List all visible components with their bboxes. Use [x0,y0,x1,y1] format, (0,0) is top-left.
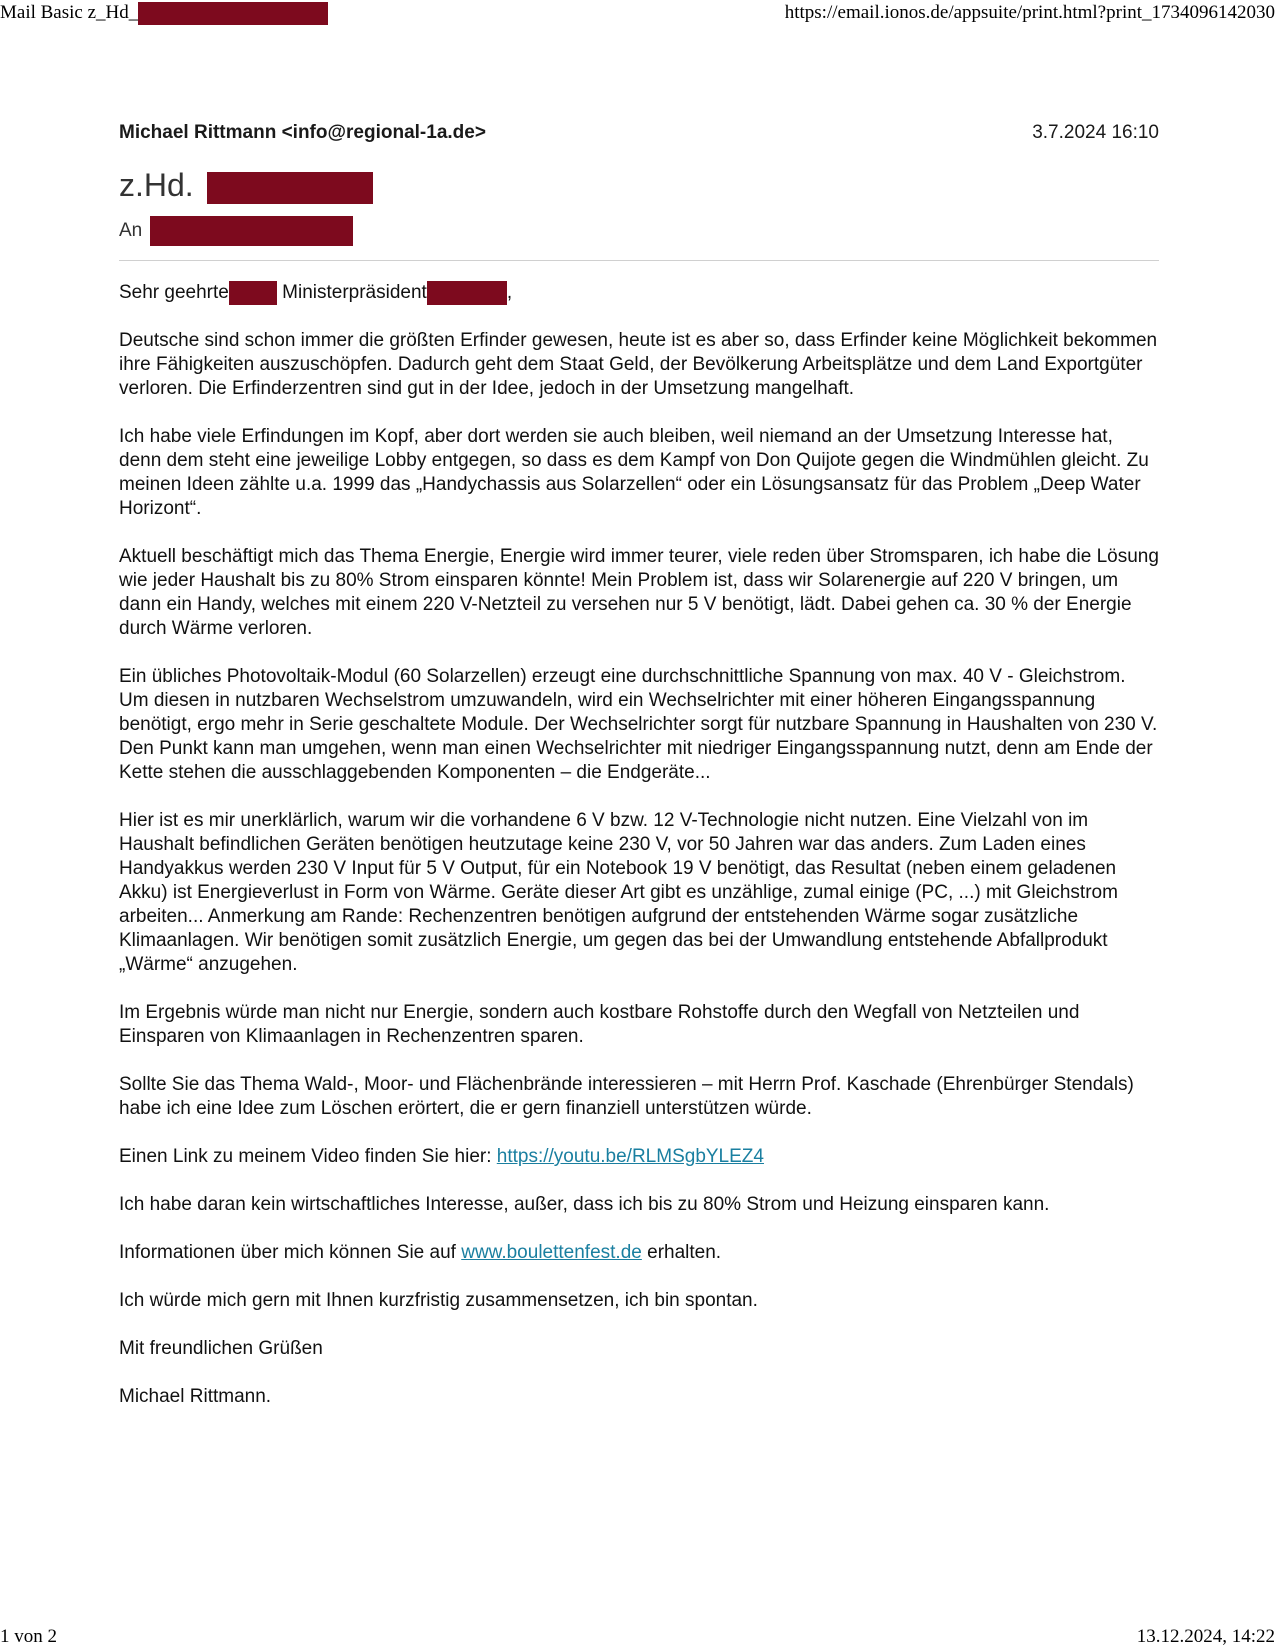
website-link[interactable]: www.boulettenfest.de [461,1242,642,1264]
closing: Mit freundlichen Grüßen [119,1338,323,1360]
mail-meta [119,118,1159,152]
greeting-start: Sehr geehrte [119,282,229,304]
print-title [0,2,328,25]
sent-date: 3.7.2024 16:10 [1032,122,1159,143]
mail-view [119,118,1159,1433]
body-paragraph: Ich habe viele Erfindungen im Kopf, aber dort werden sie auch bleiben, weil niemand an der Umsetzung Interesse hat, denn dem steht eine jeweilige Lobby entgegen, so dass es dem Kampf von Don Quijote gegen die Windmühlen gleicht. Zu meinen Ideen zählte u.a. 1999 das „Handychassis aus Solarzellen“ oder ein Lösungsansatz für das Problem „Deep Water Horizont“. [119,426,1149,520]
print-title-text: Mail Basic z_Hd_ [0,2,139,23]
subject-text: z.Hd. [119,167,194,203]
greeting-title: Ministerpräsident [282,282,427,304]
meeting-line: Ich würde mich gern mit Ihnen kurzfristig zusammensetzen, ich bin spontan. [119,1290,758,1312]
redaction-bar [150,216,353,246]
mail-body [119,281,1159,1409]
video-line [119,1145,1159,1169]
subject [119,164,1159,206]
redaction-bar [427,281,507,305]
signature: Michael Rittmann. [119,1386,272,1408]
info-line [119,1241,1159,1265]
info-line-text: Informationen über mich können Sie auf [119,1242,462,1264]
print-header [0,2,1275,26]
body-paragraph: Deutsche sind schon immer die größten Erfinder gewesen, heute ist es aber so, dass Erfinder keine Möglichkeit bekommen ihre Fähigkeiten auszuschöpfen. Dadurch geht dem Staat Geld, der Bevölkerung Arbeitsplätze und dem Land Exportgüter verloren. Die Erfinderzentren sind gut in der Idee, jedoch in der Umsetzung mangelhaft. [119,330,1158,400]
body-paragraph: Sollte Sie das Thema Wald-, Moor- und Flächenbrände interessieren – mit Herrn Prof. Kaschade (Ehrenbürger Stendals) habe ich eine Idee zum Löschen erörtert, die er gern finanziell unterstützen würde. [119,1074,1134,1120]
greeting-end: , [506,282,513,304]
redaction-bar [138,2,328,25]
info-line-suffix: erhalten. [641,1242,722,1264]
video-link[interactable]: https://youtu.be/RLMSgbYLEZ4 [496,1146,764,1168]
greeting [119,281,1159,305]
print-url: https://email.ionos.de/appsuite/print.html?print_1734096142030 [784,2,1275,23]
body-paragraph: Hier ist es mir unerklärlich, warum wir die vorhandene 6 V bzw. 12 V-Technologie nicht nutzen. Eine Vielzahl von im Haushalt befindlichen Geräten benötigen heutzutage keine 230 V, vor 50 Jahren war das anders. Zum Laden eines Handyakkus werden 230 V Input für 5 V Output, für ein Notebook 19 V benötigt, das Resultat (neben einem geladenen Akku) ist Energieverlust in Form von Wärme. Geräte dieser Art gibt es unzählige, zumal einige (PC, ...) mit Gleichstrom arbeiten... Anmerkung am Rande: Rechenzentren benötigen aufgrund der entstehenden Wärme sogar zusätzliche Klimaanlagen. Wir benötigen somit zusätzlich Energie, um gegen das bei der Umwandlung entstehende Abfallprodukt „Wärme“ anzugehen. [119,810,1118,976]
redaction-bar [229,281,277,305]
body-paragraph: Aktuell beschäftigt mich das Thema Energie, Energie wird immer teurer, viele reden über Stromsparen, ich habe die Lösung wie jeder Haushalt bis zu 80% Strom einsparen könnte! Mein Problem ist, dass wir Solarenergie auf 220 V bringen, um dann ein Handy, welches mit einem 220 V-Netzteil zu versehen nur 5 V benötigt, lädt. Dabei gehen ca. 30 % der Energie durch Wärme verloren. [119,546,1159,640]
header-divider [119,260,1159,261]
body-paragraph: Ein übliches Photovoltaik-Modul (60 Solarzellen) erzeugt eine durchschnittliche Spannung von max. 40 V - Gleichstrom. Um diesen in nutzbaren Wechselstrom umzuwandeln, wird ein Wechselrichter mit einer höheren Eingangsspannung benötigt, ergo mehr in Serie geschaltete Module. Der Wechselrichter sorgt für nutzbare Spannung in Haushalten von 230 V. Den Punkt kann man umgehen, wenn man einen Wechselrichter mit niedriger Eingangsspannung nutzt, denn am Ende der Kette stehen die ausschlaggebenden Komponenten – die Endgeräte... [119,666,1158,784]
recipient-row [119,214,1159,248]
to-label: An [119,220,143,241]
redaction-bar [207,172,373,204]
interest-line: Ich habe daran kein wirtschaftliches Interesse, außer, dass ich bis zu 80% Strom und Heizung einsparen kann. [119,1194,1050,1216]
body-paragraph: Im Ergebnis würde man nicht nur Energie, sondern auch kostbare Rohstoffe durch den Wegfall von Netzteilen und Einsparen von Klimaanlagen in Rechenzentren sparen. [119,1002,1080,1048]
video-line-text: Einen Link zu meinem Video finden Sie hier: [119,1146,497,1168]
page-number: 1 von 2 [0,1626,57,1647]
print-timestamp: 13.12.2024, 14:22 [1136,1626,1275,1647]
print-footer [0,1626,1275,1650]
sender[interactable]: Michael Rittmann <info@regional-1a.de> [119,122,486,143]
